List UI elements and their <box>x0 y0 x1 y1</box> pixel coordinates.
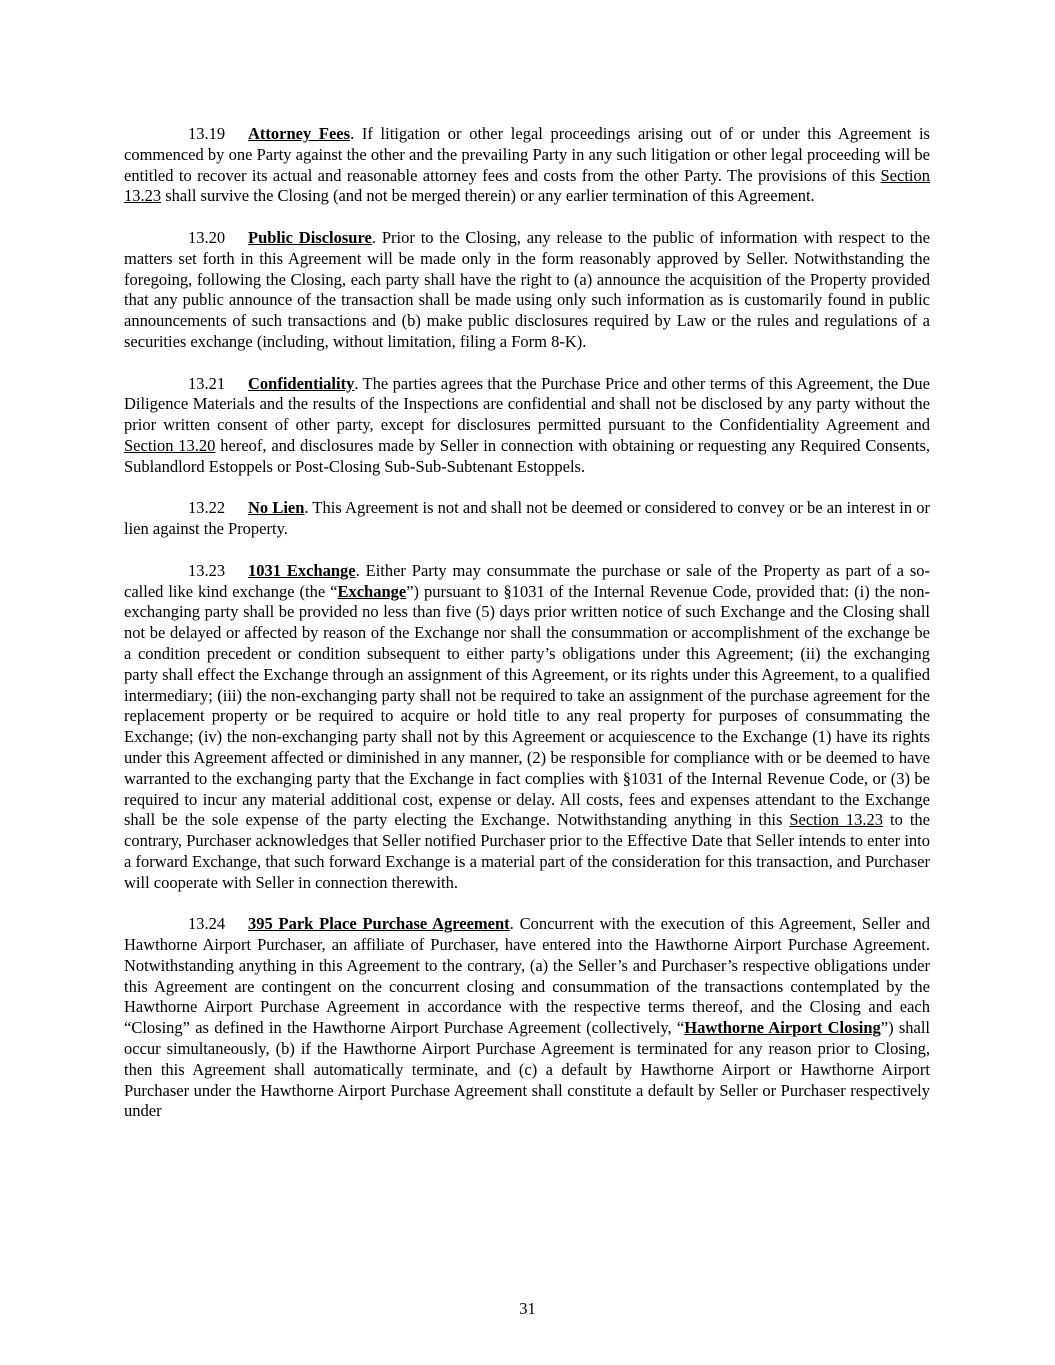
section-13-23 <box>124 561 930 894</box>
section-number: 13.20 <box>188 227 226 247</box>
section-cross-reference: Section 13.23 <box>124 165 930 206</box>
section-text: ”) shall occur simultaneously, (b) if the Hawthorne Airport Purchase Agreement is terminated for any reason prior to Closing, then this Agreement shall automatically terminate, and (c) a default by Hawthorne Airport or Hawthorne Airport Purchaser under the Hawthorne Airport Purchase Agreement shall constitute a default by Seller or Purchaser respectively under <box>124 1018 931 1121</box>
section-text: . This Agreement is not and shall not be deemed or considered to convey or be an interest in or lien against the Property. <box>124 498 930 539</box>
section-heading: Public Disclosure <box>248 227 372 247</box>
section-heading: No Lien <box>248 498 305 518</box>
section-cross-reference: Section 13.23 <box>789 810 883 830</box>
defined-term: Exchange <box>337 581 407 601</box>
section-heading: Attorney Fees <box>248 124 351 143</box>
section-heading: 395 Park Place Purchase Agreement <box>248 914 510 934</box>
section-text: . If litigation or other legal proceedings arising out of or under this Agreement is commenced by one Party against the other and the prevailing Party in any such litigation or other legal proceeding will be entitled to recover its actual and reasonable attorney fees and costs from the other Party. The provisions of this <box>124 124 930 185</box>
section-13-20 <box>124 228 930 353</box>
section-number: 13.24 <box>188 914 226 934</box>
section-cross-reference: Section 13.20 <box>124 435 216 455</box>
section-text: . Either Party may consummate the purchase or sale of the Property as part of a so-called like kind exchange (the “ <box>124 560 930 601</box>
section-text: . Prior to the Closing, any release to the public of information with respect to the matters set forth in this Agreement will be made only in the form reasonably approved by Seller. Notwithstanding the foregoing, following the Closing, each party shall have the right to (a) announce the acquisition of the Property provided that any public announce of the transaction shall be made using only such information as is customarily found in public announcements of such transactions and (b) make public disclosures required by Law or the rules and regulations of a securities exchange (including, without limitation, filing a Form 8-K). <box>124 227 930 351</box>
section-heading: 1031 Exchange <box>248 560 356 580</box>
section-text: ”) pursuant to §1031 of the Internal Revenue Code, provided that: (i) the non-exchanging party shall be provided no less than five (5) days prior written notice of such Exchange and the Closing shall not be delayed or affected by reason of the Exchange nor shall the consummation or accomplishment of the exchange be a condition precedent or condition subsequent to either party’s obligations under this Agreement; (ii) the exchanging party shall effect the Exchange through an assignment of this Agreement, or its rights under this Agreement, to a qualified intermediary; (iii) the non-exchanging party shall not be required to take an assignment of the purchase agreement for the replacement property or be required to acquire or hold title to any real property for purposes of consummating the Exchange; (iv) the non-exchanging party shall not by this Agreement or acquiescence to the Exchange (1) have its rights under this Agreement affected or diminished in any manner, (2) be responsible for compliance with or be deemed to have warranted to the exchanging party that the Exchange in fact complies with §1031 of the Internal Revenue Code, or (3) be required to incur any material additional cost, expense or delay. All costs, fees and expenses attendant to the Exchange shall be the sole expense of the party electing the Exchange. Notwithstanding anything in this <box>124 581 930 830</box>
section-text: . Concurrent with the execution of this Agreement, Seller and Hawthorne Airport Purchaser, an affiliate of Purchaser, have entered into the Hawthorne Airport Purchase Agreement. Notwithstanding anything in this Agreement to the contrary, (a) the Seller’s and Purchaser’s respective obligations under this Agreement are contingent on the concurrent closing and consummation of the transactions contemplated by the Hawthorne Airport Purchase Agreement in accordance with the respective terms thereof, and the Closing and each “Closing” as defined in the Hawthorne Airport Purchase Agreement (collectively, “ <box>124 914 930 1038</box>
page-number: 31 <box>519 1299 536 1318</box>
section-13-21 <box>124 374 930 478</box>
section-number: 13.19 <box>188 124 226 143</box>
section-number: 13.21 <box>188 373 226 393</box>
section-text: . The parties agrees that the Purchase Price and other terms of this Agreement, the Due Diligence Materials and the results of the Inspections are confidential and shall not be disclosed by any party without the prior written consent of other party, except for disclosures permitted pursuant to the Confidentiality Agreement and <box>124 373 930 435</box>
section-13-24 <box>124 914 930 1122</box>
document-body <box>124 124 930 1143</box>
section-13-22 <box>124 498 930 540</box>
section-text: to the contrary, Purchaser acknowledges that Seller notified Purchaser prior to the Effective Date that Seller intends to enter into a forward Exchange, that such forward Exchange is a material part of the consideration for this transaction, and Purchaser will cooperate with Seller in connection therewith. <box>124 810 930 892</box>
section-number: 13.22 <box>188 498 226 518</box>
defined-term: Hawthorne Airport Closing <box>684 1018 881 1038</box>
section-number: 13.23 <box>188 560 226 580</box>
section-text: hereof, and disclosures made by Seller in connection with obtaining or requesting any Required Consents, Sublandlord Estoppels or Post-Closing Sub-Sub-Subtenant Estoppels. <box>124 435 931 476</box>
section-13-19 <box>124 124 930 207</box>
section-text: shall survive the Closing (and not be merged therein) or any earlier termination of this Agreement. <box>161 186 815 206</box>
section-heading: Confidentiality <box>248 373 355 393</box>
